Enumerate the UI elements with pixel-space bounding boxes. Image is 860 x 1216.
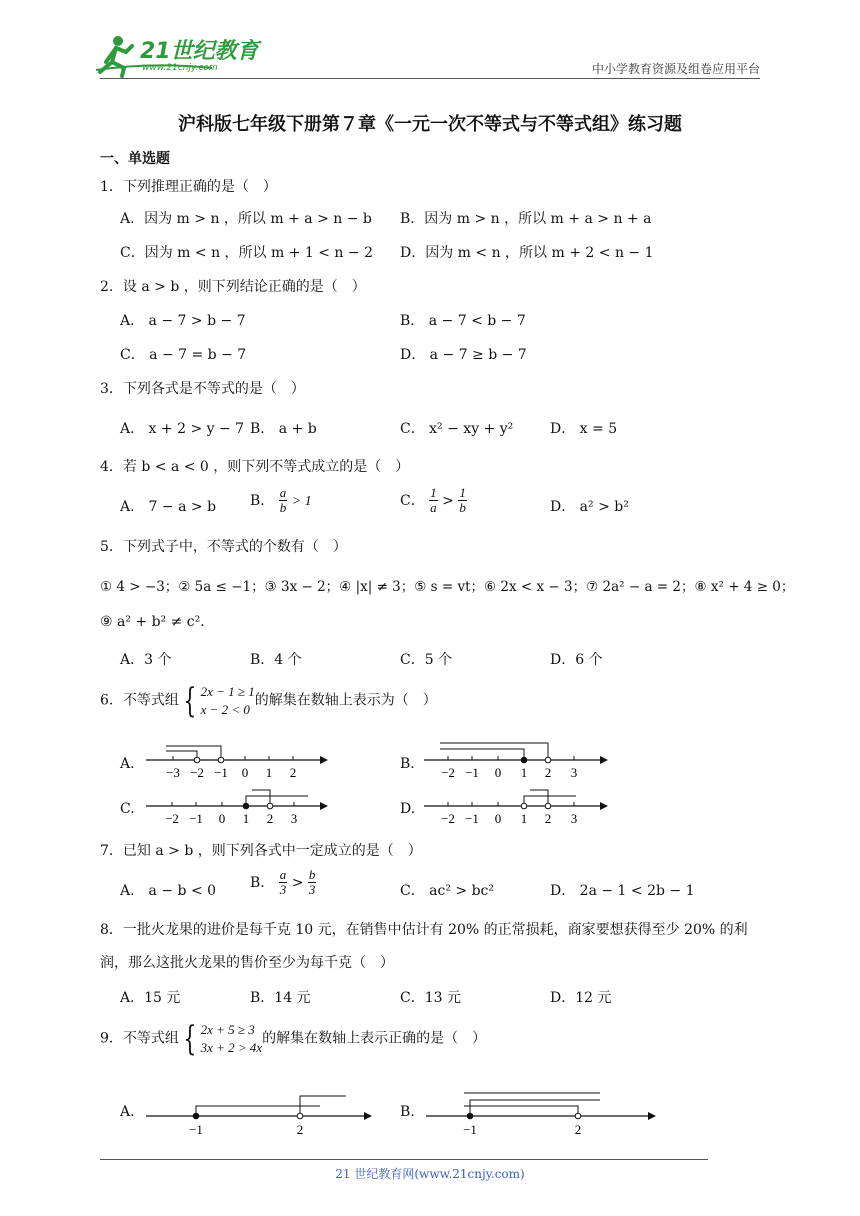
tick-label: −2 bbox=[190, 765, 204, 780]
q7-b-den1: 3 bbox=[279, 882, 287, 898]
q2-option-d: D． a − 7 ≥ b − 7 bbox=[400, 347, 527, 363]
q3-option-a: A． x + 2 > y − 7 bbox=[120, 421, 245, 437]
q1-stem: 1．下列推理正确的是（ ） bbox=[100, 179, 277, 195]
q5-option-b: B．4 个 bbox=[250, 652, 302, 668]
tick-label: 0 bbox=[241, 765, 249, 780]
arrow-icon bbox=[648, 1112, 656, 1120]
q7-option-c: C． ac² > bc² bbox=[400, 883, 495, 899]
q3-option-d: D． x = 5 bbox=[550, 421, 618, 437]
q4-c-frac2 bbox=[458, 486, 467, 516]
q6-eq1: 2x − 1 ≥ 1 bbox=[200, 684, 255, 699]
q9-option-b: B. bbox=[400, 1104, 415, 1120]
q5-option-c: C．5 个 bbox=[400, 652, 453, 668]
q3-stem: 3．下列各式是不等式的是（ ） bbox=[100, 381, 305, 397]
tick-label: 0 bbox=[494, 765, 502, 780]
q4-stem: 4．若 b < a < 0 ，则下列不等式成立的是（ ） bbox=[100, 459, 410, 475]
solution-bracket-left bbox=[530, 790, 548, 806]
q8-option-a: A．15 元 bbox=[120, 990, 181, 1006]
open-point bbox=[267, 803, 273, 809]
solution-bracket-left bbox=[464, 1106, 578, 1116]
q8-stem-line1: 8．一批火龙果的进价是每千克 10 元，在销售中估计有 20% 的正常损耗，商家要想获得至少 20% 的利 bbox=[100, 922, 748, 938]
q4-b-fraction bbox=[279, 486, 288, 516]
closed-point bbox=[467, 1113, 473, 1119]
q2-stem: 2．设 a > b ，则下列结论正确的是（ ） bbox=[100, 279, 366, 295]
q4-c-label: C． bbox=[400, 492, 425, 509]
q1-option-c: C．因为 m < n ，所以 m + 1 < n − 2 bbox=[120, 245, 373, 261]
q5-stem: 5．下列式子中，不等式的个数有（ ） bbox=[100, 539, 347, 555]
logo bbox=[92, 32, 262, 80]
q7-b-den2: 3 bbox=[308, 882, 316, 898]
q1-option-a: A．因为 m > n ，所以 m + a > n − b bbox=[120, 211, 372, 227]
q8-option-d: D．12 元 bbox=[550, 990, 612, 1006]
q4-c-op: > bbox=[442, 492, 454, 509]
open-point bbox=[297, 1113, 303, 1119]
open-point bbox=[545, 803, 551, 809]
tick-label: 3 bbox=[290, 811, 298, 826]
solution-bracket-upper bbox=[440, 743, 548, 760]
q6-numberline-d bbox=[420, 786, 620, 828]
arrow-icon bbox=[320, 802, 328, 810]
tick-label: 2 bbox=[544, 765, 552, 780]
tick-label: 1 bbox=[265, 765, 273, 780]
closed-point bbox=[243, 803, 249, 809]
tick-label: −2 bbox=[165, 811, 179, 826]
tick-label: 3 bbox=[570, 765, 578, 780]
q4-c-den2: b bbox=[459, 500, 466, 516]
tick-label: −1 bbox=[465, 765, 479, 780]
closed-point bbox=[193, 1113, 199, 1119]
tick-label: 2 bbox=[296, 1122, 304, 1137]
q6-eq2: x − 2 < 0 bbox=[200, 701, 250, 717]
q9-numberline-b bbox=[420, 1090, 660, 1140]
q7-option-b bbox=[250, 868, 316, 898]
q4-option-b bbox=[250, 486, 312, 516]
q9-stem-pre: 9．不等式组 bbox=[100, 1030, 179, 1047]
q6-system bbox=[201, 683, 255, 718]
q7-b-frac2 bbox=[308, 868, 317, 898]
q4-c-num2: 1 bbox=[459, 485, 466, 500]
solution-bracket-upper bbox=[166, 746, 221, 760]
q7-option-a: A． a − b < 0 bbox=[120, 883, 217, 899]
q6-numberline-c bbox=[140, 786, 340, 828]
tick-label: −3 bbox=[166, 765, 180, 780]
q2-option-c: C． a − 7 = b − 7 bbox=[120, 347, 247, 363]
q4-b-den: b bbox=[279, 500, 287, 516]
logo-text: 21世纪教育 bbox=[140, 39, 259, 64]
q7-b-frac1 bbox=[279, 868, 288, 898]
q6-option-c: C. bbox=[120, 801, 135, 817]
q6-stem-pre: 6．不等式组 bbox=[100, 692, 179, 709]
arrow-icon bbox=[364, 1112, 372, 1120]
tick-label: −1 bbox=[465, 811, 479, 826]
q5-option-a: A．3 个 bbox=[120, 652, 172, 668]
q7-b-label: B． bbox=[250, 874, 275, 891]
q9-numberline-a bbox=[140, 1090, 380, 1140]
q9-stem bbox=[100, 1018, 487, 1059]
q5-expressions-line2: ⑨ a² + b² ≠ c². bbox=[100, 614, 205, 630]
open-point bbox=[194, 757, 200, 763]
tick-label: −2 bbox=[441, 811, 455, 826]
q6-numberline-a bbox=[140, 740, 340, 782]
q7-stem: 7．已知 a > b ，则下列各式中一定成立的是（ ） bbox=[100, 843, 422, 859]
footer-text: 21 世纪教育网(www.21cnjy.com) bbox=[335, 1167, 525, 1181]
tick-label: 2 bbox=[266, 811, 274, 826]
q4-c-den1: a bbox=[430, 500, 437, 516]
q8-stem-line2: 润，那么这批火龙果的售价至少为每千克（ ） bbox=[100, 955, 394, 971]
q7-b-op: > bbox=[291, 874, 304, 891]
logo-url: www.21cnjy.com bbox=[142, 63, 218, 73]
q5-option-d: D．6 个 bbox=[550, 652, 603, 668]
q9-eq2: 3x + 2 > 4x bbox=[200, 1039, 263, 1055]
q6-option-b: B. bbox=[400, 756, 415, 772]
q1-option-d: D．因为 m < n ，所以 m + 2 < n − 1 bbox=[400, 245, 654, 261]
q9-eq1: 2x + 5 ≥ 3 bbox=[200, 1022, 255, 1037]
q4-option-c bbox=[400, 486, 467, 516]
q8-option-c: C．13 元 bbox=[400, 990, 461, 1006]
q7-option-d: D． 2a − 1 < 2b − 1 bbox=[550, 883, 695, 899]
q3-option-b: B． a + b bbox=[250, 421, 317, 437]
q7-b-num1: a bbox=[279, 867, 287, 882]
open-point bbox=[218, 757, 224, 763]
tick-label: −1 bbox=[214, 765, 228, 780]
q9-stem-post: 的解集在数轴上表示正确的是（ ） bbox=[262, 1030, 487, 1047]
q4-c-num1: 1 bbox=[430, 485, 437, 500]
tick-label: −1 bbox=[189, 1122, 203, 1137]
q7-b-num2: b bbox=[308, 867, 316, 882]
q1-option-b: B．因为 m > n ，所以 m + a > n + a bbox=[400, 211, 652, 227]
section-heading: 一、单选题 bbox=[100, 151, 170, 167]
open-point bbox=[545, 757, 551, 763]
q6-brace: { bbox=[183, 680, 197, 721]
tick-label: 2 bbox=[574, 1122, 582, 1137]
header-divider bbox=[100, 78, 760, 79]
solution-bracket-right bbox=[246, 796, 308, 806]
open-point bbox=[575, 1113, 581, 1119]
closed-point bbox=[521, 757, 527, 763]
open-point bbox=[521, 803, 527, 809]
q6-option-d: D. bbox=[400, 801, 416, 817]
arrow-icon bbox=[600, 756, 608, 764]
tick-label: 2 bbox=[289, 765, 297, 780]
tick-label: 2 bbox=[544, 811, 552, 826]
tick-label: 0 bbox=[218, 811, 226, 826]
q2-option-b: B． a − 7 < b − 7 bbox=[400, 313, 526, 329]
q2-option-a: A． a − 7 > b − 7 bbox=[120, 313, 246, 329]
q9-option-a: A. bbox=[120, 1104, 135, 1120]
arrow-icon bbox=[320, 756, 328, 764]
q4-c-frac1 bbox=[429, 486, 438, 516]
q3-option-c: C． x² − xy + y² bbox=[400, 421, 514, 437]
q6-stem-post: 的解集在数轴上表示为（ ） bbox=[254, 692, 437, 709]
q9-system bbox=[201, 1021, 263, 1056]
tick-label: 1 bbox=[520, 811, 528, 826]
solution-bracket-lower bbox=[440, 749, 524, 760]
tick-label: 3 bbox=[570, 811, 578, 826]
tick-label: −2 bbox=[441, 765, 455, 780]
q6-stem bbox=[100, 680, 437, 721]
tick-label: −1 bbox=[463, 1122, 477, 1137]
q4-option-d: D． a² > b² bbox=[550, 499, 629, 515]
q6-numberline-b bbox=[420, 740, 620, 782]
platform-name: 中小学教育资源及组卷应用平台 bbox=[591, 62, 760, 76]
tick-label: 1 bbox=[520, 765, 528, 780]
footer-divider bbox=[100, 1159, 708, 1160]
q4-b-rest: > 1 bbox=[291, 493, 312, 509]
arrow-icon bbox=[600, 802, 608, 810]
q4-option-a: A． 7 − a > b bbox=[120, 499, 217, 515]
q4-b-label: B． bbox=[250, 492, 275, 509]
q6-option-a: A. bbox=[120, 756, 135, 772]
tick-label: −1 bbox=[189, 811, 203, 826]
q5-expressions-line1: ① 4 > −3；② 5a ≤ −1；③ 3x − 2；④ |x| ≠ 3；⑤ s = vt；⑥ 2x < x − 3；⑦ 2a² − a = 2；⑧ x² + 4 ≥ 0； bbox=[100, 579, 795, 595]
solution-bracket-lower bbox=[470, 1100, 600, 1116]
solution-bracket-left bbox=[252, 790, 270, 806]
q8-option-b: B．14 元 bbox=[250, 990, 311, 1006]
q9-brace: { bbox=[183, 1018, 197, 1059]
tick-label: 0 bbox=[494, 811, 502, 826]
q4-b-num: a bbox=[279, 485, 287, 500]
page-title: 沪科版七年级下册第７章《一元一次不等式与不等式组》练习题 bbox=[178, 114, 682, 135]
tick-label: 1 bbox=[242, 811, 250, 826]
solution-bracket-lower bbox=[166, 751, 197, 760]
